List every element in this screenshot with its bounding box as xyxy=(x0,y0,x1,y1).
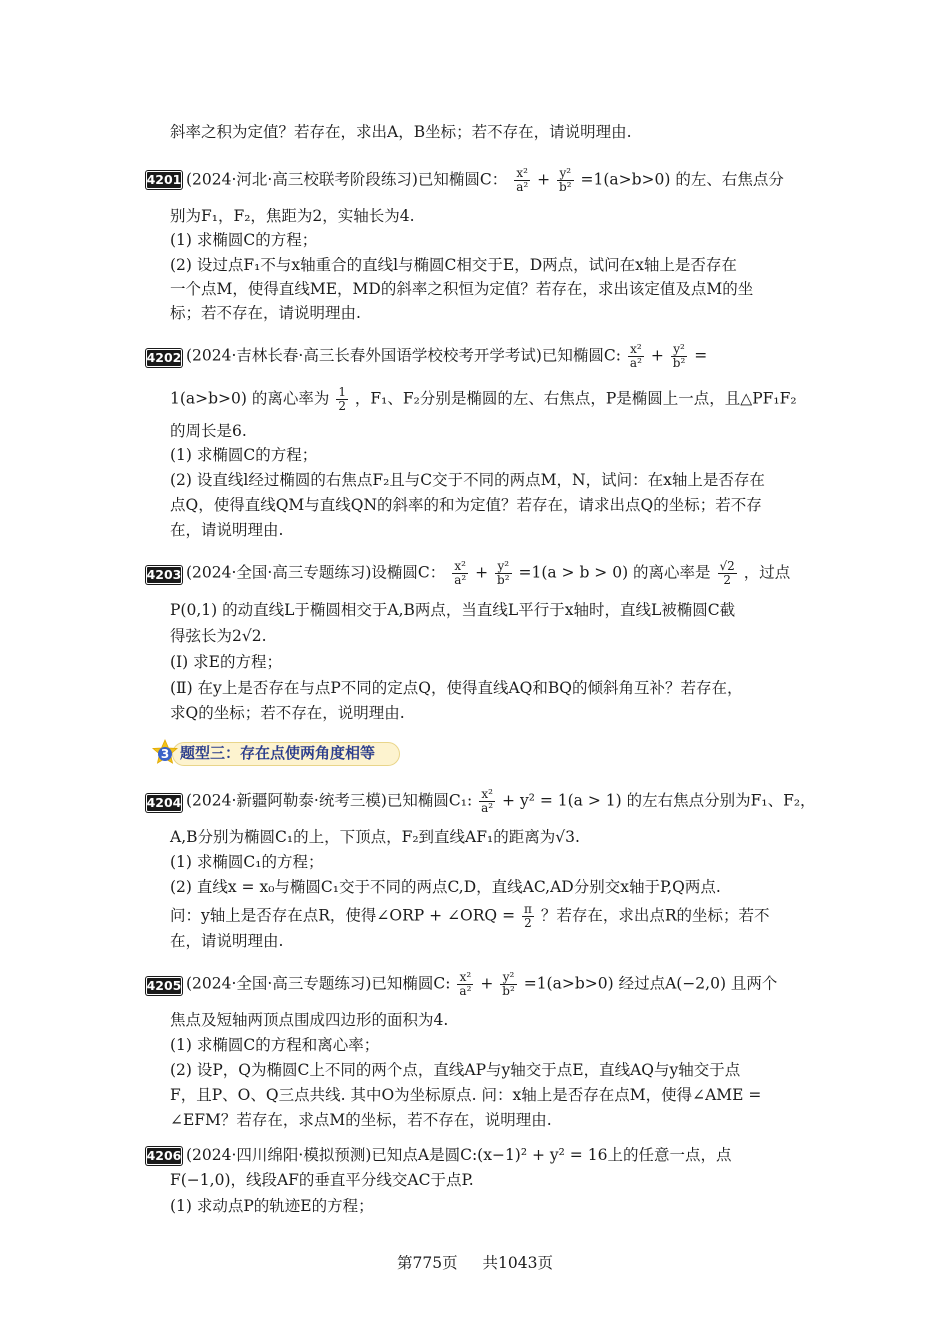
plus-sign: + xyxy=(475,563,489,582)
problem-text-line: 焦点及短轴两顶点围成四边形的面积为4. xyxy=(170,1011,449,1029)
fraction-y2-b2: $\frac{\text{y²}}{\text{b²}}$ xyxy=(672,342,686,370)
problem-text-line: (1) 求动点P的轨迹E的方程； xyxy=(170,1197,374,1215)
problem-text-line: F，且P、O、Q三点共线. 其中O为坐标原点. 问：x轴上是否存在点M，使得∠AME = xyxy=(170,1086,762,1104)
problem-text-line: A,B分别为椭圆C₁的上，下顶点，F₂到直线AF₁的距离为√3. xyxy=(170,828,580,846)
plus-sign: + xyxy=(537,170,551,189)
problem-text-line: (Ⅱ) 在y上是否存在与点P不同的定点Q，使得直线AQ和BQ的倾斜角互补？若存在， xyxy=(170,679,743,697)
equation-text: =1(a > b > 0) 的离心率是 xyxy=(518,563,711,582)
problem-text-line: 得弦长为2√2. xyxy=(170,627,267,645)
problem-text-line: (2) 设过点F₁不与x轴重合的直线l与椭圆C相交于E，D两点，试问在x轴上是否存在 xyxy=(170,256,737,274)
problem-text: 问：y轴上是否存在点R，使得∠ORP + ∠ORQ = xyxy=(170,906,516,925)
equation-tail: =1(a>b>0) 经过点A(−2,0) 且两个 xyxy=(523,974,778,993)
problem-4206-line-1: (2024·四川绵阳·模拟预测)已知点A是圆C:(x−1)² + y² = 16上的任意一点，点 xyxy=(186,1146,732,1164)
equation-tail: + y² = 1(a > 1) 的左右焦点分别为F₁、F₂， xyxy=(502,791,816,810)
plus-sign: + xyxy=(650,346,664,365)
problem-text-line: 的周长是6. xyxy=(170,422,247,440)
fraction-x2-a2: $\frac{\text{x²}}{\text{a²}}$ xyxy=(459,970,472,998)
problem-4202-line-1 xyxy=(186,343,707,370)
page-number: 第775页 xyxy=(397,1254,458,1272)
problem-text-line: 在，请说明理由. xyxy=(170,521,284,539)
problem-text-line: (1) 求椭圆C的方程； xyxy=(170,231,318,249)
section-badge-number: 3 xyxy=(160,747,170,761)
fraction-x2-a2: $\frac{\text{x²}}{\text{a²}}$ xyxy=(454,559,467,587)
problem-text-line: 点Q，使得直线QM与直线QN的斜率的和为定值？若存在，请求出点Q的坐标；若不存 xyxy=(170,496,762,514)
problem-text-line: (1) 求椭圆C₁的方程； xyxy=(170,853,324,871)
fraction-x2-a2: $\frac{\text{x²}}{\text{a²}}$ xyxy=(629,342,642,370)
fraction-y2-b2: $\frac{\text{y²}}{\text{b²}}$ xyxy=(497,559,510,587)
problem-text-line: P(0,1) 的动直线L于椭圆相交于A,B两点，当直线L平行于x轴时，直线L被椭圆C截 xyxy=(170,601,736,619)
problem-text-line: 一个点M，使得直线ME，MD的斜率之积恒为定值？若存在，求出该定值及点M的坐 xyxy=(170,280,754,298)
problem-text-line: (1) 求椭圆C的方程和离心率； xyxy=(170,1036,380,1054)
fraction-y2-b2: $\frac{\text{y²}}{\text{b²}}$ xyxy=(502,970,515,998)
section-title: 题型三：存在点使两角度相等 xyxy=(180,744,376,762)
plus-sign: + xyxy=(480,974,494,993)
problem-text-line: 标；若不存在，请说明理由. xyxy=(170,304,361,322)
problem-4201-line-1 xyxy=(186,167,784,194)
problem-source: (2024·全国·高三专题练习)设椭圆C： xyxy=(186,563,446,582)
problem-text-line: (2) 直线x = x₀与椭圆C₁交于不同的两点C,D，直线AC,AD分别交x轴于P,Q两点. xyxy=(170,878,721,896)
problem-4202-line-2 xyxy=(170,386,797,413)
problem-text-line: (2) 设直线l经过椭圆的右焦点F₂且与C交于不同的两点M，N，试问：在x轴上是否存在 xyxy=(170,471,765,489)
problem-source: (2024·吉林长春·高三长春外国语学校校考开学考试)已知椭圆C: xyxy=(186,346,621,365)
problem-text-line: ∠EFM？若存在，求点M的坐标，若不存在，说明理由. xyxy=(170,1111,552,1129)
problem-4205-line-1 xyxy=(186,971,777,998)
problem-source: (2024·新疆阿勒泰·统考三模)已知椭圆C₁: xyxy=(186,791,473,810)
section-header xyxy=(150,739,400,766)
problem-text-line: 求Q的坐标；若不存在，说明理由. xyxy=(170,704,405,722)
fraction-x2-a2: $\frac{\text{x²}}{\text{a²}}$ xyxy=(516,166,529,194)
problem-text-line: 别为F₁，F₂，焦距为2，实轴长为4. xyxy=(170,207,415,225)
fraction-one-half: $\frac{1}{2}$ xyxy=(338,385,346,413)
intro-line: 斜率之积为定值？若存在，求出A，B坐标；若不存在，请说明理由. xyxy=(170,123,632,141)
problem-text-line: (1) 求椭圆C的方程； xyxy=(170,446,318,464)
problem-text-line: 在，请说明理由. xyxy=(170,932,284,950)
problem-text: 1(a>b>0) 的离心率为 xyxy=(170,389,330,408)
problem-text-line: F(−1,0)，线段AF的垂直平分线交AC于点P. xyxy=(170,1171,474,1189)
problem-text: ，F₁、F₂分别是椭圆的左、右焦点，P是椭圆上一点，且△PF₁F₂ xyxy=(354,389,797,408)
problem-text-line: (Ⅰ) 求E的方程； xyxy=(170,653,282,671)
problem-number-4203: 4203 xyxy=(146,567,182,582)
problem-text-line: (2) 设P，Q为椭圆C上不同的两个点，直线AP与y轴交于点E，直线AQ与y轴交于点 xyxy=(170,1061,741,1079)
problem-number-4206: 4206 xyxy=(146,1148,182,1163)
problem-source: (2024·河北·高三校联考阶段练习)已知椭圆C： xyxy=(186,170,508,189)
fraction-pi-2: $\frac{\pi}{2}$ xyxy=(524,902,532,930)
problem-4203-line-1 xyxy=(186,560,790,587)
problem-number-4201: 4201 xyxy=(146,172,182,187)
equation-tail: = xyxy=(694,346,708,365)
page-footer xyxy=(0,1253,950,1273)
problem-4204-line-5 xyxy=(170,903,770,930)
page-total: 共1043页 xyxy=(482,1254,553,1272)
equation-tail: ，过点 xyxy=(743,563,791,582)
fraction-sqrt2-2: $\frac{√2}{2}$ xyxy=(719,559,735,587)
fraction-x2-a2: $\frac{\text{x²}}{\text{a²}}$ xyxy=(481,787,494,815)
problem-number-4202: 4202 xyxy=(146,350,182,365)
problem-4204-line-1 xyxy=(186,788,816,815)
problem-source: (2024·全国·高三专题练习)已知椭圆C: xyxy=(186,974,451,993)
equation-tail: =1(a>b>0) 的左、右焦点分 xyxy=(580,170,784,189)
problem-text: ？若存在，求出点R的坐标；若不 xyxy=(540,906,770,925)
fraction-y2-b2: $\frac{\text{y²}}{\text{b²}}$ xyxy=(559,166,572,194)
problem-number-4205: 4205 xyxy=(146,978,182,993)
problem-number-4204: 4204 xyxy=(146,795,182,810)
